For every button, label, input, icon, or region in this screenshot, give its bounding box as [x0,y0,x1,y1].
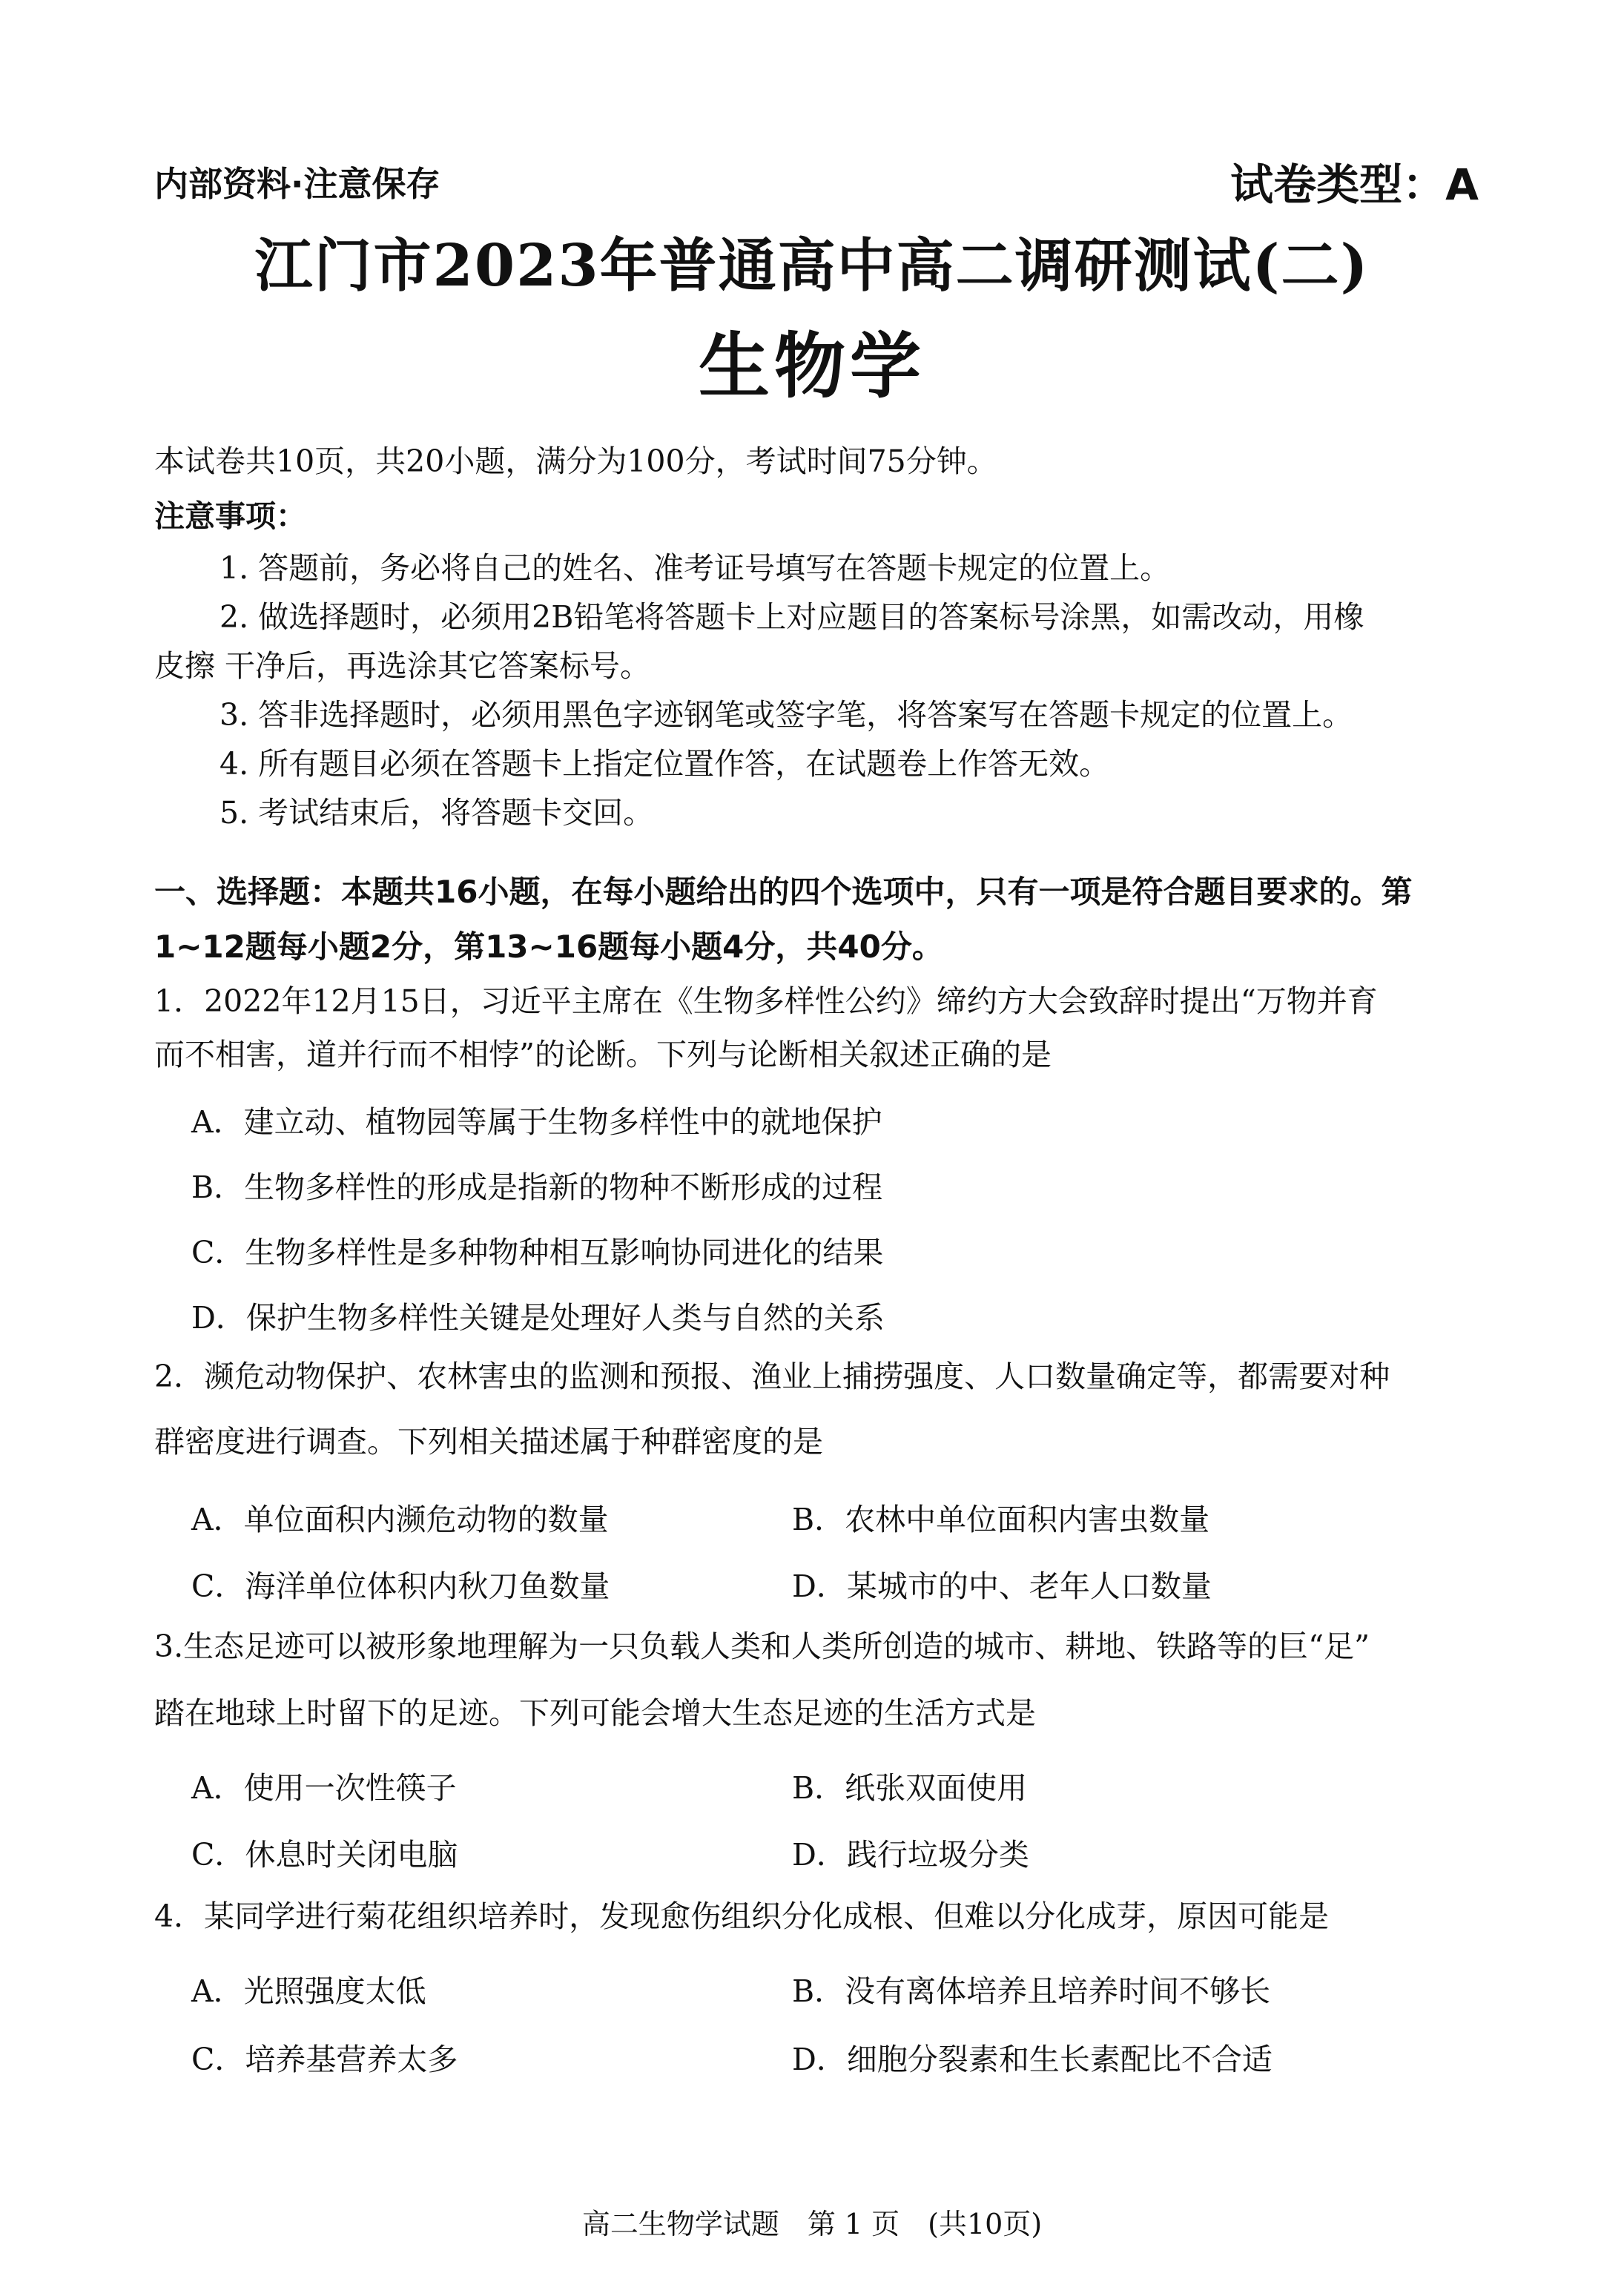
question-1-option-b: B．生物多样性的形成是指新的物种不断形成的过程 [191,1170,883,1205]
note-item: 1. 答题前，务必将自己的姓名、准考证号填写在答题卡规定的位置上。 [219,550,1171,586]
question-4-option-b: B．没有离体培养且培养时间不够长 [792,1973,1271,2009]
question-3-stem-continued: 踏在地球上时留下的足迹。下列可能会增大生态足迹的生活方式是 [154,1695,1036,1731]
confidential-label: 内部资料·注意保存 [154,164,440,204]
question-2-option-a: A．单位面积内濒危动物的数量 [191,1502,609,1537]
question-3-option-d: D．践行垃圾分类 [792,1837,1029,1873]
question-4-option-a: A．光照强度太低 [191,1973,426,2009]
page-footer: 高二生物学试题 第 1 页 (共10页) [581,2208,1043,2240]
question-4-option-c: C．培养基营养太多 [191,2042,458,2077]
question-3-stem: 3.生态足迹可以被形象地理解为一只负载人类和人类所创造的城市、耕地、铁路等的巨“足” [154,1629,1370,1664]
section-heading-continued: 1~12题每小题2分，第13~16题每小题4分，共40分。 [154,928,943,965]
paper-type-label: 试卷类型：A [1230,159,1479,210]
question-2-option-c: C．海洋单位体积内秋刀鱼数量 [191,1568,610,1604]
question-1-stem: 1．2022年12月15日，习近平主席在《生物多样性公约》缔约方大会致辞时提出“万物并育 [154,983,1378,1019]
question-3-option-b: B．纸张双面使用 [792,1770,1028,1806]
note-item: 2. 做选择题时，必须用2B铅笔将答题卡上对应题目的答案标号涂黑，如需改动，用橡 [219,599,1364,635]
question-3-option-a: A．使用一次性筷子 [191,1770,457,1806]
question-4-option-d: D．细胞分裂素和生长素配比不合适 [792,2042,1273,2077]
note-item: 3. 答非选择题时，必须用黑色字迹钢笔或签字笔，将答案写在答题卡规定的位置上。 [219,697,1353,733]
notes-heading: 注意事项： [154,498,306,534]
question-1-option-d: D．保护生物多样性关键是处理好人类与自然的关系 [191,1300,885,1336]
question-3-option-c: C．休息时关闭电脑 [191,1837,458,1873]
note-item: 4. 所有题目必须在答题卡上指定位置作答，在试题卷上作答无效。 [219,746,1110,782]
question-4-stem: 4．某同学进行菊花组织培养时，发现愈伤组织分化成根、但难以分化成芽，原因可能是 [154,1899,1330,1934]
section-heading: 一、选择题：本题共16小题，在每小题给出的四个选项中，只有一项是符合题目要求的。第 [154,874,1413,910]
question-1-option-a: A．建立动、植物园等属于生物多样性中的就地保护 [191,1104,882,1140]
exam-title: 江门市2023年普通高中高二调研测试(二) [254,232,1370,300]
subject-title: 生物学 [699,325,925,408]
question-2-stem: 2．濒危动物保护、农林害虫的监测和预报、渔业上捕捞强度、人口数量确定等，都需要对种 [154,1359,1390,1394]
question-2-option-d: D．某城市的中、老年人口数量 [792,1568,1212,1604]
question-2-option-b: B．农林中单位面积内害虫数量 [792,1502,1210,1537]
exam-intro: 本试卷共10页，共20小题，满分为100分，考试时间75分钟。 [154,443,997,479]
question-1-stem-continued: 而不相害，道并行而不相悖”的论断。下列与论断相关叙述正确的是 [154,1037,1052,1072]
question-2-stem-continued: 群密度进行调查。下列相关描述属于种群密度的是 [154,1424,823,1459]
question-1-option-c: C．生物多样性是多种物种相互影响协同进化的结果 [191,1235,884,1270]
note-item-continued: 皮擦 干净后，再选涂其它答案标号。 [154,648,651,684]
note-item: 5. 考试结束后，将答题卡交回。 [219,795,654,831]
